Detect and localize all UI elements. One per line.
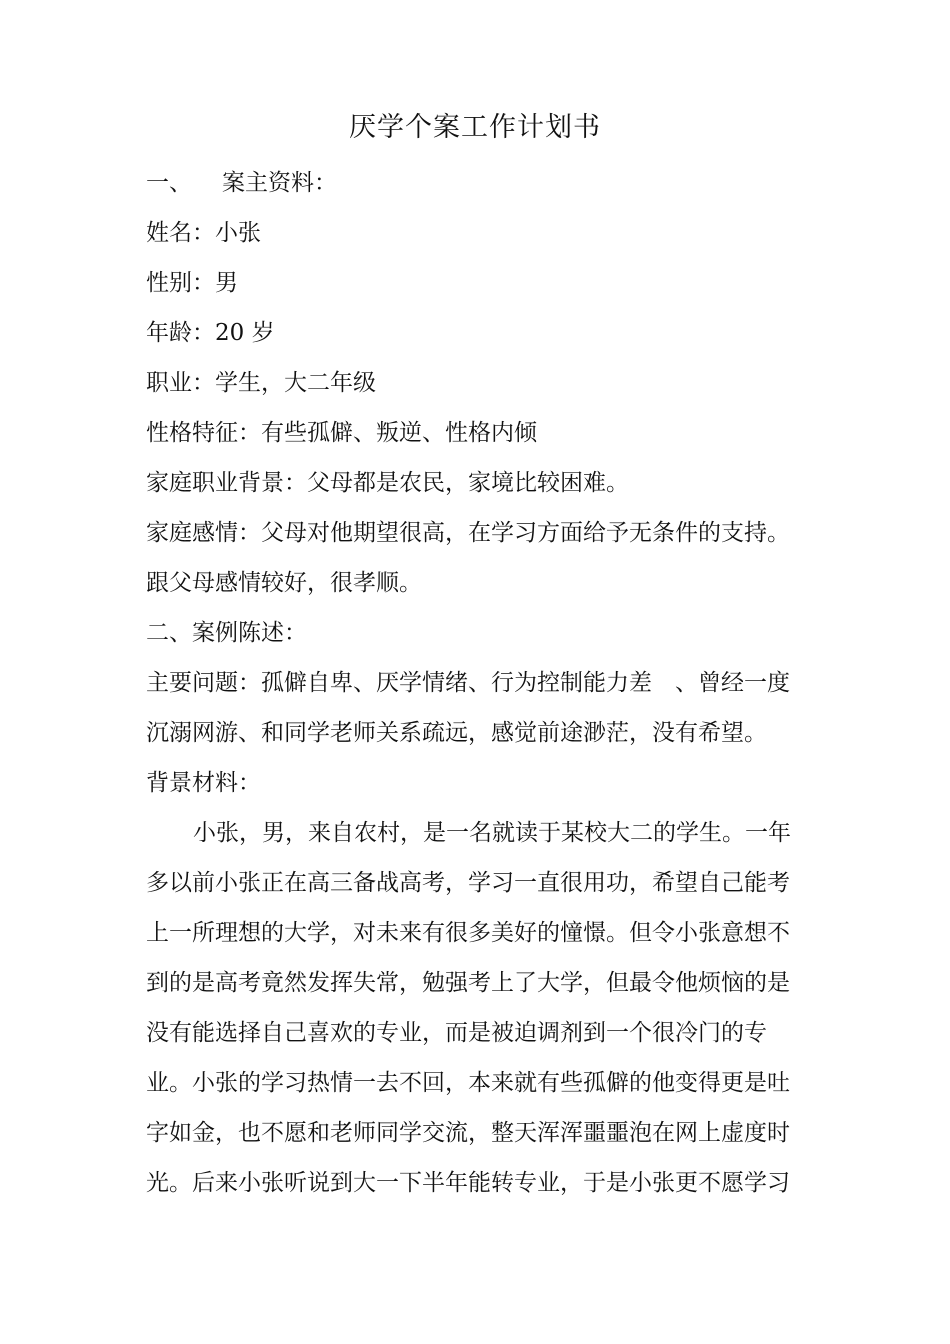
background-paragraph-line: 多以前小张正在高三备战高考，学习一直很用功，希望自己能考 [146, 870, 790, 896]
profile-family-emotion-cont: 跟父母感情较好，很孝顺。 [146, 570, 422, 596]
profile-occupation: 职业：学生，大二年级 [146, 370, 376, 396]
background-paragraph-line: 业。小张的学习热情一去不回，本来就有些孤僻的他变得更是吐 [146, 1070, 790, 1096]
section-1-title: 案主资料： [222, 170, 337, 196]
main-problem-line: 主要问题：孤僻自卑、厌学情绪、行为控制能力差 、曾经一度 [146, 670, 790, 696]
main-problem-line: 沉溺网游、和同学老师关系疏远，感觉前途渺茫，没有希望。 [146, 720, 767, 746]
profile-family-emotion: 家庭感情：父母对他期望很高，在学习方面给予无条件的支持。 [146, 520, 790, 546]
section-1-heading [146, 166, 337, 200]
section-2-heading: 二、案例陈述： [146, 620, 307, 646]
profile-personality: 性格特征：有些孤僻、叛逆、性格内倾 [146, 420, 537, 446]
profile-gender: 性别：男 [146, 270, 238, 296]
profile-family-background: 家庭职业背景：父母都是农民，家境比较困难。 [146, 470, 629, 496]
background-paragraph-line: 小张，男，来自农村，是一名就读于某校大二的学生。一年 [193, 820, 791, 846]
background-paragraph-line: 到的是高考竟然发挥失常，勉强考上了大学，但最令他烦恼的是 [146, 970, 790, 996]
background-paragraph-line: 光。后来小张听说到大一下半年能转专业，于是小张更不愿学习 [146, 1170, 790, 1196]
background-paragraph-line: 没有能选择自己喜欢的专业，而是被迫调剂到一个很冷门的专 [146, 1020, 767, 1046]
document-title: 厌学个案工作计划书 [349, 112, 601, 143]
profile-name: 姓名：小张 [146, 220, 261, 246]
background-heading: 背景材料： [146, 770, 261, 796]
profile-age: 年龄：20 岁 [146, 320, 275, 346]
background-paragraph-line: 字如金，也不愿和老师同学交流，整天浑浑噩噩泡在网上虚度时 [146, 1120, 790, 1146]
background-paragraph-line: 上一所理想的大学，对未来有很多美好的憧憬。但令小张意想不 [146, 920, 790, 946]
section-1-number: 一、 [146, 170, 192, 196]
